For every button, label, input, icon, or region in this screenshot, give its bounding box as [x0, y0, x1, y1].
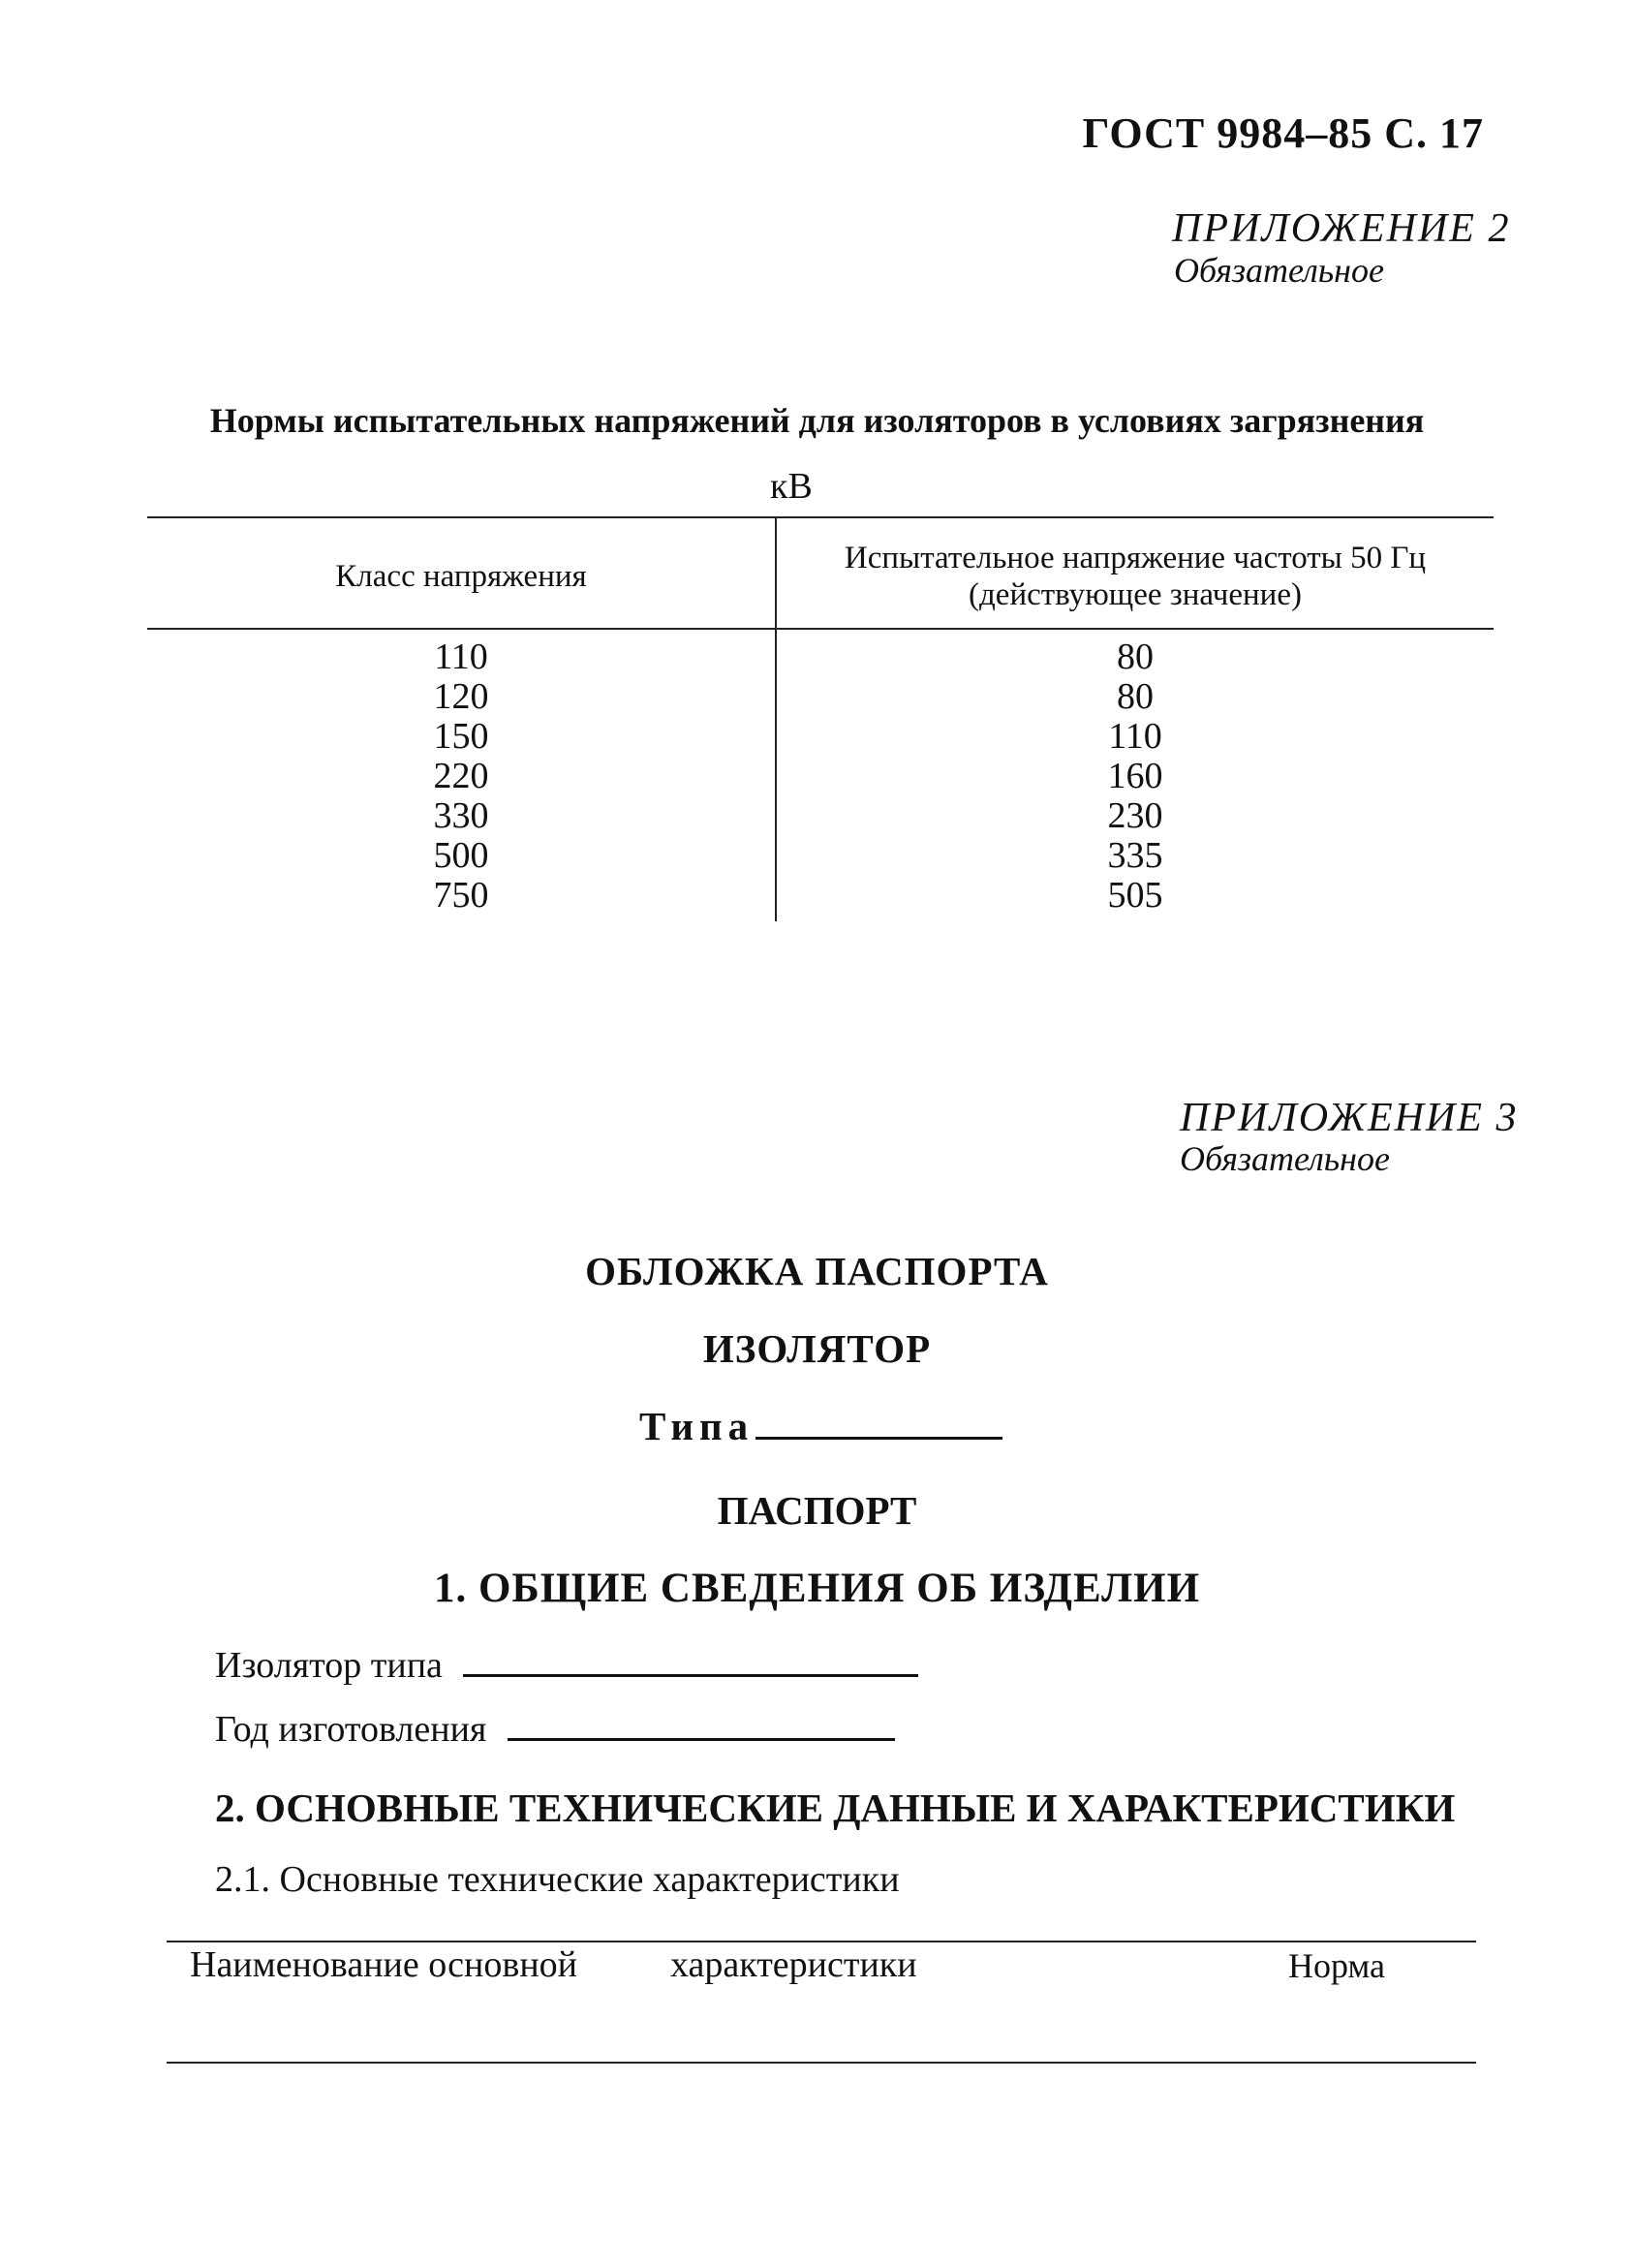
table-cell: 110: [434, 637, 488, 677]
char-table-top-rule: [167, 1941, 1476, 1942]
column-voltage-values: [777, 637, 1494, 916]
column-header-voltage: [777, 540, 1494, 613]
subsection-2-1: 2.1. Основные технические характеристики: [215, 1859, 900, 1900]
table-cell: 500: [433, 835, 489, 876]
table-header-rule: [147, 628, 1494, 630]
table-cell: 335: [1107, 835, 1163, 876]
appendix2-title: ПРИЛОЖЕНИЕ 2: [1172, 206, 1511, 251]
table-cell: 80: [1117, 637, 1154, 677]
char-table-bottom-rule: [167, 2062, 1476, 2064]
section-2-heading: 2. ОСНОВНЫЕ ТЕХНИЧЕСКИЕ ДАННЫЕ И ХАРАКТЕРИСТИКИ: [215, 1786, 1456, 1830]
column-class-values: [147, 637, 775, 916]
product-title: ИЗОЛЯТОР: [702, 1326, 932, 1371]
section-1-heading: 1. ОБЩИЕ СВЕДЕНИЯ ОБ ИЗДЕЛИИ: [433, 1566, 1201, 1611]
table-cell: 110: [1108, 716, 1162, 757]
table-cell: 750: [433, 875, 489, 916]
appendix3-title: ПРИЛОЖЕНИЕ 3: [1180, 1096, 1519, 1140]
char-col-name-b: характеристики: [670, 1944, 917, 1985]
char-col-name-a: Наименование основной: [190, 1944, 578, 1985]
table-cell: 160: [1107, 756, 1163, 796]
cover-title: ОБЛОЖКА ПАСПОРТА: [585, 1249, 1049, 1293]
table-cell: 80: [1117, 676, 1154, 717]
table-cell: 330: [433, 795, 489, 836]
table-cell: 505: [1107, 875, 1163, 916]
char-col-norm: Норма: [1288, 1946, 1385, 1985]
field-year-label: Год изготовления: [215, 1709, 487, 1750]
type-blank[interactable]: [755, 1427, 1002, 1440]
column-header-voltage-line2: (действующее значение): [969, 577, 1302, 612]
column-header-voltage-line1: Испытательное напряжение частоты 50 Гц: [844, 541, 1427, 575]
appendix2-status: Обязательное: [1174, 251, 1384, 290]
table-cell: 150: [433, 716, 489, 757]
type-line: [639, 1403, 1002, 1449]
page-header: ГОСТ 9984–85 С. 17: [1082, 109, 1484, 157]
table-title: Нормы испытательных напряжений для изоляторов в условиях загрязнения: [209, 401, 1425, 440]
table-cell: 220: [433, 756, 489, 796]
table-cell: 120: [433, 676, 489, 717]
field-insulator-type-label: Изолятор типа: [215, 1645, 443, 1686]
table-top-rule: [147, 516, 1494, 518]
type-label: Типа: [639, 1404, 755, 1448]
passport-title: ПАСПОРТ: [717, 1488, 917, 1533]
appendix3-status: Обязательное: [1180, 1139, 1390, 1178]
field-year: [215, 1708, 895, 1751]
field-year-blank[interactable]: [508, 1728, 895, 1741]
column-header-class: Класс напряжения: [335, 559, 587, 594]
field-insulator-type: [215, 1644, 918, 1687]
table-cell: 230: [1107, 795, 1163, 836]
table-unit: кВ: [770, 466, 813, 507]
field-insulator-type-blank[interactable]: [463, 1664, 918, 1677]
